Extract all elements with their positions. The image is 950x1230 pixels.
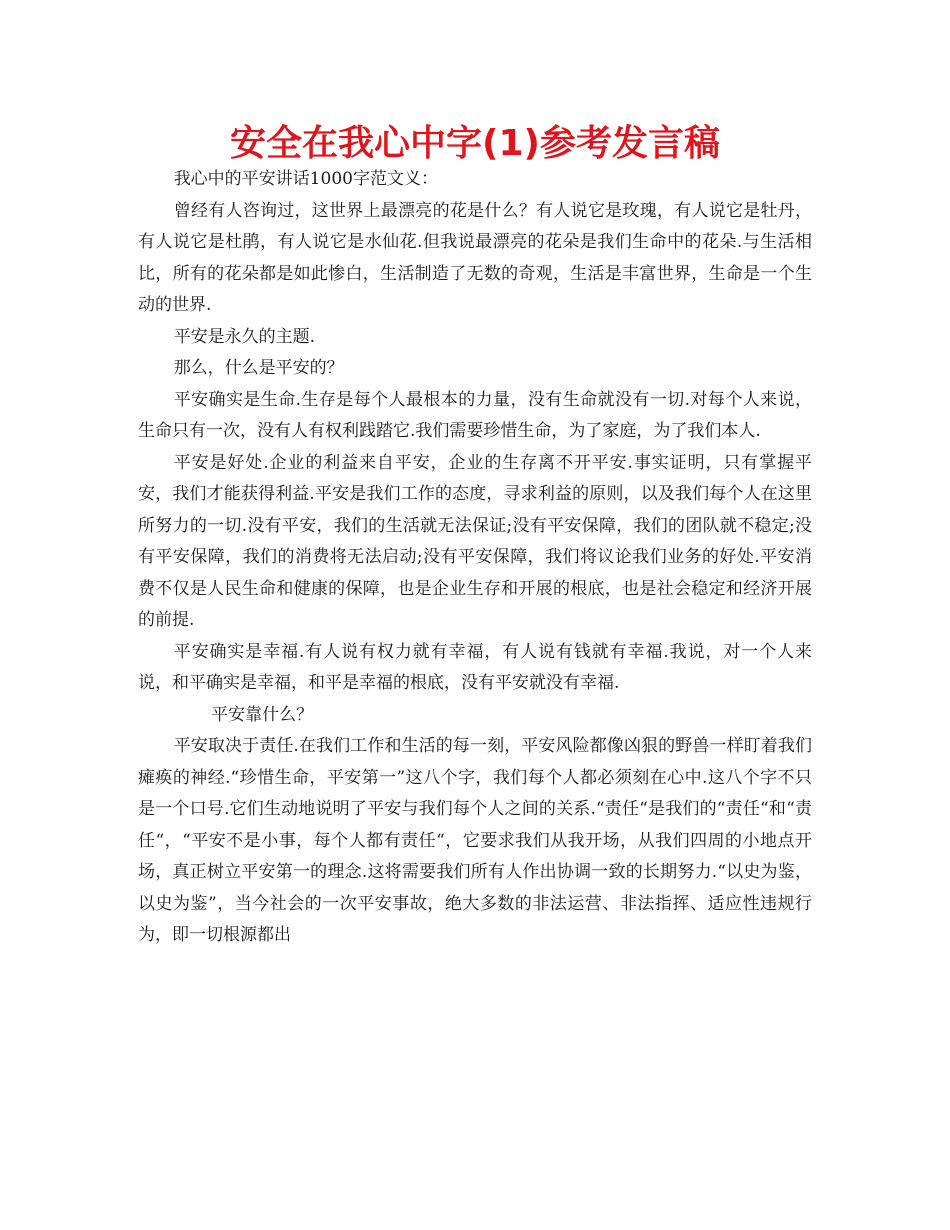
paragraph-question: 那么，什么是平安的？ bbox=[173, 358, 344, 378]
paragraph-theme: 平安是永久的主题. bbox=[173, 326, 316, 347]
paragraph-intro: 我心中的平安讲话1000字范文义： bbox=[173, 169, 438, 189]
paragraph-benefit: 平安是好处.企业的利益来自平安，企业的生存离不开平安.事实证明，只有掌握平安，我们才能获得利益.平安是我们工作的态度，寻求利益的原则，以及我们每个人在这里所努力的一切.没有平安，我们的生活就无法保证;没有平安保障，我们的团队就不稳定;没有平安保障，我们的消费将无法启动;没有平安保障，我们将议论我们业务的好处.平安消费不仅是人民生命和健康的保障，也是企业生存和开展的根底，也是社会稳定和经济开展的前提. bbox=[138, 452, 812, 630]
paragraph-happiness: 平安确实是幸福.有人说有权力就有幸福，有人说有钱就有幸福.我说，对一个人来说，和平确实是幸福，和平是幸福的根底，没有平安就没有幸福. bbox=[138, 641, 812, 693]
paragraph-subheading: 平安靠什么？ bbox=[211, 704, 314, 725]
document-body bbox=[138, 164, 812, 952]
paragraph-life: 平安确实是生命.生存是每个人最根本的力量，没有生命就没有一切.对每个人来说，生命只有一次，没有人有权利践踏它.我们需要珍惜生命，为了家庭，为了我们本人. bbox=[138, 389, 812, 441]
document-title: 安全在我心中字(1)参考发言稿 bbox=[230, 123, 720, 164]
paragraph-flowers: 曾经有人咨询过，这世界上最漂亮的花是什么？有人说它是玫瑰，有人说它是牡丹，有人说它是杜鹃，有人说它是水仙花.但我说最漂亮的花朵是我们生命中的花朵.与生活相比，所有的花朵都是如此惨白，生活制造了无数的奇观，生活是丰富世界，生命是一个生动的世界. bbox=[138, 200, 812, 315]
paragraph-responsibility: 平安取决于责任.在我们工作和生活的每一刻，平安风险都像凶狠的野兽一样盯着我们瘫痪的神经.“珍惜生命，平安第一”这八个字，我们每个人都必须刻在心中.这八个字不只是一个口号.它们生动地说明了平安与我们每个人之间的关系.“责任“是我们的“责任“和“责任“，“平安不是小事，每个人都有责任“，它要求我们从我开场，从我们四周的小地点开场，真正树立平安第一的理念.这将需要我们所有人作出协调一致的长期努力.“以史为鉴，以史为鉴”，当今社会的一次平安事故，绝大多数的非法运营、非法指挥、适应性违规行为，即一切根源都出 bbox=[138, 736, 812, 945]
